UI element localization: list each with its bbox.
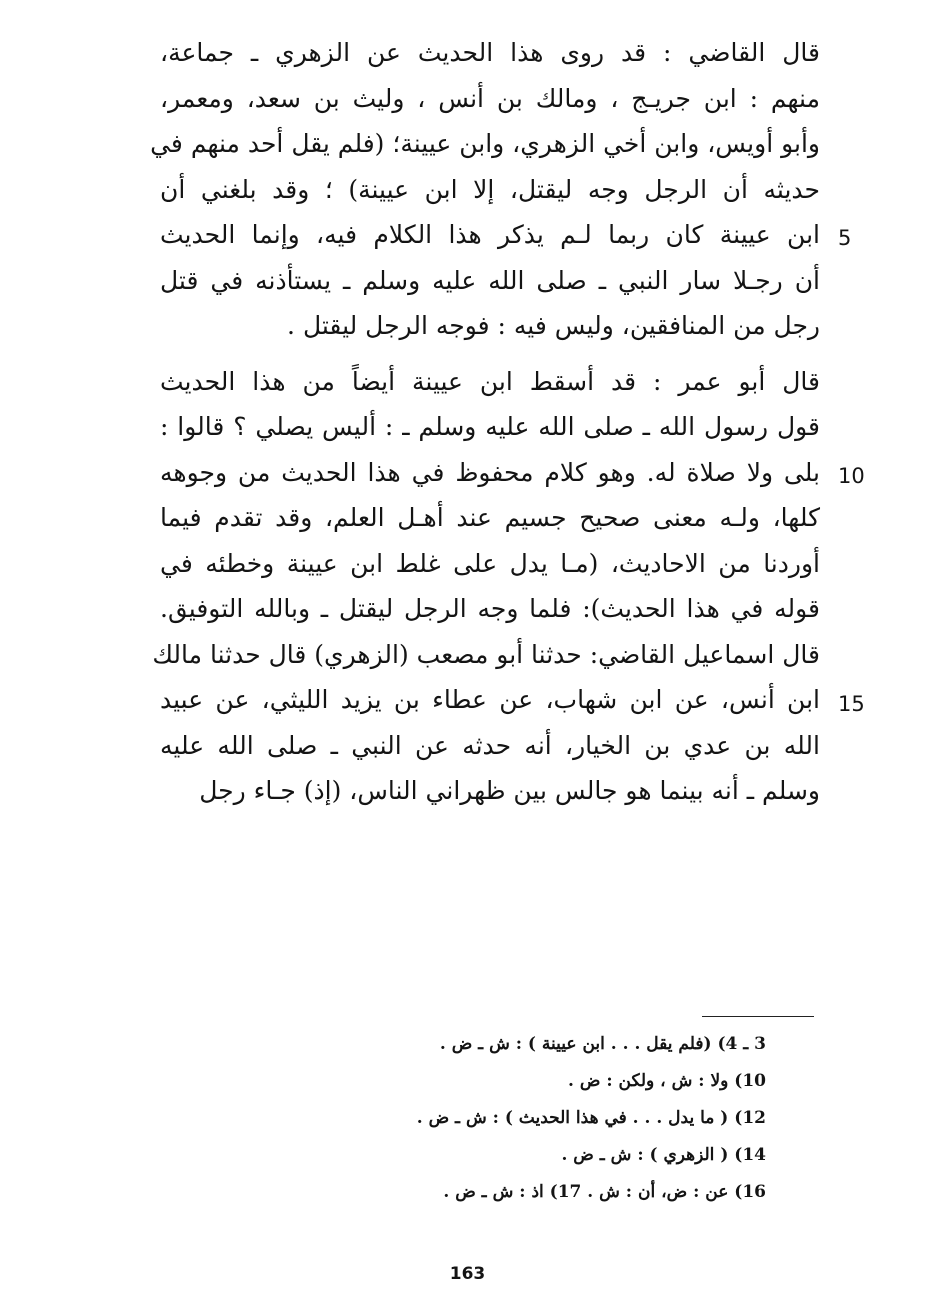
- text-line-4: حديثه أن الرجل وجه ليقتل، إلا ابن عيينة) ؛ وقد بلغني أن: [160, 174, 820, 204]
- text-line-2: منهم : ابن جريـج ، ومالك بن أنس ، وليث بن سعد، ومعمر،: [160, 83, 820, 113]
- text-line-15: ابن أنس، عن ابن شهاب، عن عطاء بن يزيد الليثي، عن عبيد: [160, 685, 820, 714]
- footnote-5: 16) عن : ض، أن : ش . 17) اذ : ش ـ ض .: [443, 1182, 766, 1202]
- line-number-5: 5: [838, 226, 852, 250]
- footnote-1: 3 ـ 4) (فلم يقل . . . ابن عيينة ) : ش ـ ض .: [439, 1034, 766, 1054]
- text-line-16: الله بن عدي بن الخيار، أنه حدثه عن النبي ـ صلى الله عليه: [160, 730, 820, 760]
- footnote-3: 12) ( ما يدل . . . في هذا الحديث ) : ش ـ ض .: [416, 1108, 766, 1128]
- footnotes: [300, 1026, 766, 1211]
- line-number-10: 10: [838, 464, 865, 488]
- text-line-12: أوردنا من الاحاديث، (مـا يدل على غلط ابن عيينة وخطئه في: [160, 548, 820, 578]
- text-line-3: وأبو أويس، وابن أخي الزهري، وابن عيينة؛ (فلم يقل أحد منهم في: [150, 129, 820, 158]
- page-number: 163: [449, 1264, 486, 1284]
- text-line-17: وسلم ـ أنه بينما هو جالس بين ظهراني الناس، (إذ) جـاء رجل: [199, 776, 820, 805]
- footnote-2: 10) ولا : ش ، ولكن : ض .: [568, 1071, 766, 1091]
- footnote-divider: [702, 1016, 814, 1017]
- main-text-body: [150, 30, 820, 814]
- text-line-8: قال أبو عمر : قد أسقط ابن عيينة أيضاً من هذا الحديث: [160, 366, 820, 396]
- text-line-7: رجل من المنافقين، وليس فيه : فوجه الرجل ليقتل .: [287, 311, 820, 340]
- text-line-9: قول رسول الله ـ صلى الله عليه وسلم ـ : أليس يصلي ؟ قالوا :: [160, 412, 820, 441]
- text-line-13: قوله في هذا الحديث): فلما وجه الرجل ليقتل ـ وبالله التوفيق.: [160, 594, 820, 623]
- text-line-10: بلى ولا صلاة له. وهو كلام محفوظ في هذا الحديث من وجوهه: [160, 457, 820, 487]
- text-line-14: قال اسماعيل القاضي: حدثنا أبو مصعب (الزهري) قال حدثنا مالك: [152, 639, 820, 669]
- text-line-11: كلها، ولـه معنى صحيح جسيم عند أهـل العلم، وقد تقدم فيما: [160, 503, 820, 532]
- text-line-6: أن رجـلا سار النبي ـ صلى الله عليه وسلم ـ يستأذنه في قتل: [160, 265, 820, 295]
- text-line-5: ابن عيينة كان ربما لـم يذكر هذا الكلام فيه، وإنما الحديث: [160, 220, 820, 249]
- line-number-15: 15: [838, 692, 865, 716]
- text-line-1: قال القاضي : قد روى هذا الحديث عن الزهري ـ جماعة،: [160, 38, 820, 67]
- footnote-4: 14) ( الزهري ) : ش ـ ض .: [561, 1145, 766, 1165]
